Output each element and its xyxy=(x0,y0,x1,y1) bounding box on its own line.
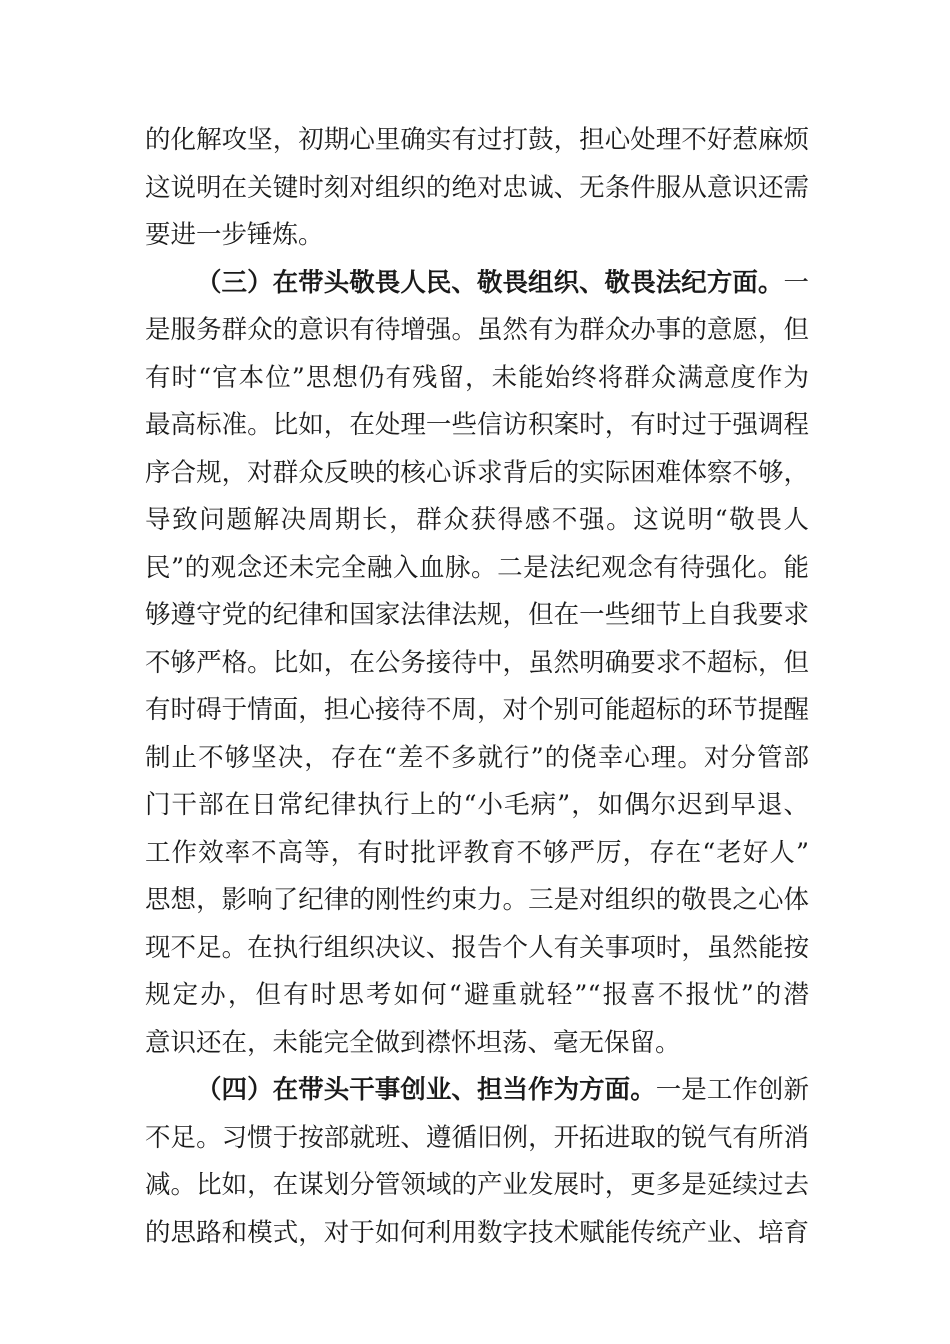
text-line: 意识还在，未能完全做到襟怀坦荡、毫无保留。 xyxy=(145,1027,681,1058)
text-line: 够遵守党的纪律和国家法律法规，但在一些细节上自我要求 xyxy=(145,600,809,630)
text-line: 的思路和模式，对于如何利用数字技术赋能传统产业、培育 xyxy=(145,1217,809,1248)
text-line: 门干部在日常纪律执行上的“小毛病”，如偶尔迟到早退、 xyxy=(145,790,809,820)
text-line: 不足。习惯于按部就班、遵循旧例，开拓进取的锐气有所消 xyxy=(145,1122,809,1153)
section-heading: （三）在带头敬畏人民、敬畏组织、敬畏法纪方面。 xyxy=(196,267,784,298)
text-line: 有时碍于情面，担心接待不周，对个别可能超标的环节提醒 xyxy=(145,695,809,725)
section-heading-line xyxy=(145,260,809,308)
text-line: 思想，影响了纪律的刚性约束力。三是对组织的敬畏之心体 xyxy=(145,885,809,915)
body-text xyxy=(145,117,809,1257)
text-line: 民”的观念还未完全融入血脉。二是法纪观念有待强化。能 xyxy=(145,552,809,583)
text-run: 一 xyxy=(783,267,809,298)
text-line: 有时“官本位”思想仍有残留，未能始终将群众满意度作为 xyxy=(145,362,809,393)
text-line: 这说明在关键时刻对组织的绝对忠诚、无条件服从意识还需 xyxy=(145,172,809,203)
text-run: 一是工作创新 xyxy=(655,1075,809,1105)
text-line: 是服务群众的意识有待增强。虽然有为群众办事的意愿，但 xyxy=(145,315,809,345)
text-line: 最高标准。比如，在处理一些信访积案时，有时过于强调程 xyxy=(145,410,809,440)
section-heading: （四）在带头干事创业、担当作为方面。 xyxy=(196,1075,656,1105)
text-line: 制止不够坚决，存在“差不多就行”的侥幸心理。对分管部 xyxy=(145,742,809,773)
text-line: 要进一步锤炼。 xyxy=(145,220,324,250)
section-heading-line xyxy=(145,1067,809,1115)
text-line: 的化解攻坚，初期心里确实有过打鼓，担心处理不好惹麻烦 xyxy=(145,125,809,155)
text-line: 现不足。在执行组织决议、报告个人有关事项时，虽然能按 xyxy=(145,932,809,963)
text-line: 工作效率不高等，有时批评教育不够严厉，存在“老好人” xyxy=(145,837,809,868)
text-line: 序合规，对群众反映的核心诉求背后的实际困难体察不够， xyxy=(145,457,809,488)
text-line: 规定办，但有时思考如何“避重就轻”“报喜不报忧”的潜 xyxy=(145,980,809,1010)
text-line: 不够严格。比如，在公务接待中，虽然明确要求不超标，但 xyxy=(145,647,809,678)
text-line: 导致问题解决周期长，群众获得感不强。这说明“敬畏人 xyxy=(145,505,809,535)
text-line: 减。比如，在谋划分管领域的产业发展时，更多是延续过去 xyxy=(145,1170,809,1200)
